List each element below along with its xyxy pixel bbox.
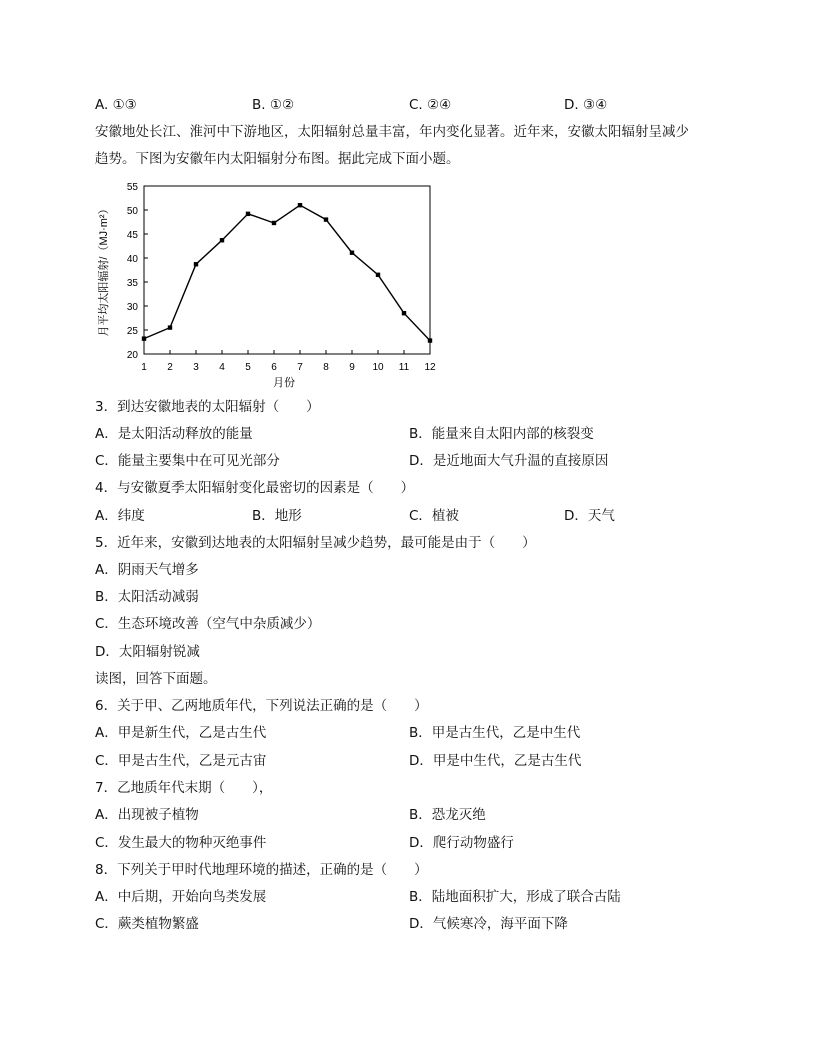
prev-option-a: A. ①③ bbox=[95, 97, 137, 113]
q5-option-d: D．太阳辐射锐减 bbox=[95, 644, 200, 660]
x-tick-label: 11 bbox=[398, 362, 410, 373]
x-tick-label: 2 bbox=[167, 362, 173, 373]
q4-option-c: C．植被 bbox=[409, 508, 459, 524]
x-tick-label: 10 bbox=[372, 362, 384, 373]
y-tick-label: 40 bbox=[126, 254, 138, 265]
q8-stem: 8．下列关于甲时代地理环境的描述，正确的是（ ） bbox=[95, 862, 428, 878]
q5-option-b: B．太阳活动减弱 bbox=[95, 589, 199, 605]
solar-radiation-chart bbox=[95, 178, 440, 390]
q6-option-a: A．甲是新生代，乙是古生代 bbox=[95, 725, 267, 741]
x-tick-label: 12 bbox=[424, 362, 436, 373]
y-tick-label: 20 bbox=[126, 350, 138, 361]
x-tick-label: 7 bbox=[297, 362, 303, 373]
prev-option-c: C. ②④ bbox=[409, 97, 452, 113]
y-tick-label: 55 bbox=[126, 182, 138, 193]
series-line bbox=[144, 205, 430, 340]
q3-stem: 3．到达安徽地表的太阳辐射（ ） bbox=[95, 399, 320, 415]
data-point bbox=[272, 221, 276, 225]
q6-option-d: D．甲是中生代，乙是古生代 bbox=[409, 753, 582, 769]
read-prompt: 读图，回答下面题。 bbox=[95, 671, 217, 687]
q4-stem: 4．与安徽夏季太阳辐射变化最密切的因素是（ ） bbox=[95, 480, 415, 496]
q7-option-a: A．出现被子植物 bbox=[95, 807, 199, 823]
data-point bbox=[402, 311, 406, 315]
y-tick-label: 30 bbox=[126, 302, 138, 313]
data-point bbox=[428, 338, 432, 342]
data-point bbox=[246, 212, 250, 216]
q3-option-b: B．能量来自太阳内部的核裂变 bbox=[409, 426, 594, 442]
data-point bbox=[220, 238, 224, 242]
q7-option-c: C．发生最大的物种灭绝事件 bbox=[95, 835, 267, 851]
q5-option-c: C．生态环境改善（空气中杂质减少） bbox=[95, 616, 321, 632]
q6-stem: 6．关于甲、乙两地质年代，下列说法正确的是（ ） bbox=[95, 698, 428, 714]
q4-option-b: B．地形 bbox=[252, 508, 302, 524]
x-tick-label: 3 bbox=[193, 362, 199, 373]
x-axis-label: 月份 bbox=[273, 377, 295, 389]
data-point bbox=[168, 325, 172, 329]
y-tick-label: 50 bbox=[126, 206, 138, 217]
q3-option-d: D．是近地面大气升温的直接原因 bbox=[409, 453, 609, 469]
prev-option-b: B. ①② bbox=[252, 97, 295, 113]
intro-line-2: 趋势。下图为安徽年内太阳辐射分布图。据此完成下面小题。 bbox=[95, 151, 460, 167]
q5-option-a: A．阴雨天气增多 bbox=[95, 562, 199, 578]
data-point bbox=[376, 273, 380, 277]
q8-option-a: A．中后期，开始向鸟类发展 bbox=[95, 889, 267, 905]
q8-option-b: B．陆地面积扩大，形成了联合古陆 bbox=[409, 889, 621, 905]
prev-option-d: D. ③④ bbox=[564, 97, 608, 113]
data-point bbox=[324, 217, 328, 221]
data-point bbox=[298, 203, 302, 207]
q4-option-a: A．纬度 bbox=[95, 508, 145, 524]
q7-option-b: B．恐龙灭绝 bbox=[409, 807, 486, 823]
y-tick-label: 45 bbox=[126, 230, 138, 241]
q8-option-d: D．气候寒冷，海平面下降 bbox=[409, 916, 568, 932]
y-tick-label: 35 bbox=[126, 278, 138, 289]
q7-stem: 7．乙地质年代末期（ ）， bbox=[95, 780, 273, 796]
data-point bbox=[142, 336, 146, 340]
data-point bbox=[350, 251, 354, 255]
x-tick-label: 8 bbox=[323, 362, 329, 373]
x-tick-label: 9 bbox=[349, 362, 355, 373]
q3-option-c: C．能量主要集中在可见光部分 bbox=[95, 453, 280, 469]
q8-option-c: C．蕨类植物繁盛 bbox=[95, 916, 199, 932]
x-tick-label: 4 bbox=[219, 362, 225, 373]
y-tick-label: 25 bbox=[126, 326, 138, 337]
y-axis-label: 月平均太阳辐射/（MJ·m²） bbox=[98, 203, 110, 337]
q6-option-c: C．甲是古生代，乙是元古宙 bbox=[95, 753, 267, 769]
q3-option-a: A．是太阳活动释放的能量 bbox=[95, 426, 253, 442]
intro-line-1: 安徽地处长江、淮河中下游地区，太阳辐射总量丰富，年内变化显著。近年来，安徽太阳辐射呈减少 bbox=[95, 124, 689, 140]
data-point bbox=[194, 262, 198, 266]
q4-option-d: D．天气 bbox=[564, 508, 615, 524]
x-tick-label: 1 bbox=[141, 362, 147, 373]
plot-frame bbox=[144, 186, 430, 354]
x-tick-label: 6 bbox=[271, 362, 277, 373]
q7-option-d: D．爬行动物盛行 bbox=[409, 835, 514, 851]
x-tick-label: 5 bbox=[245, 362, 251, 373]
q5-stem: 5．近年来，安徽到达地表的太阳辐射呈减少趋势，最可能是由于（ ） bbox=[95, 535, 536, 551]
q6-option-b: B．甲是古生代，乙是中生代 bbox=[409, 725, 581, 741]
